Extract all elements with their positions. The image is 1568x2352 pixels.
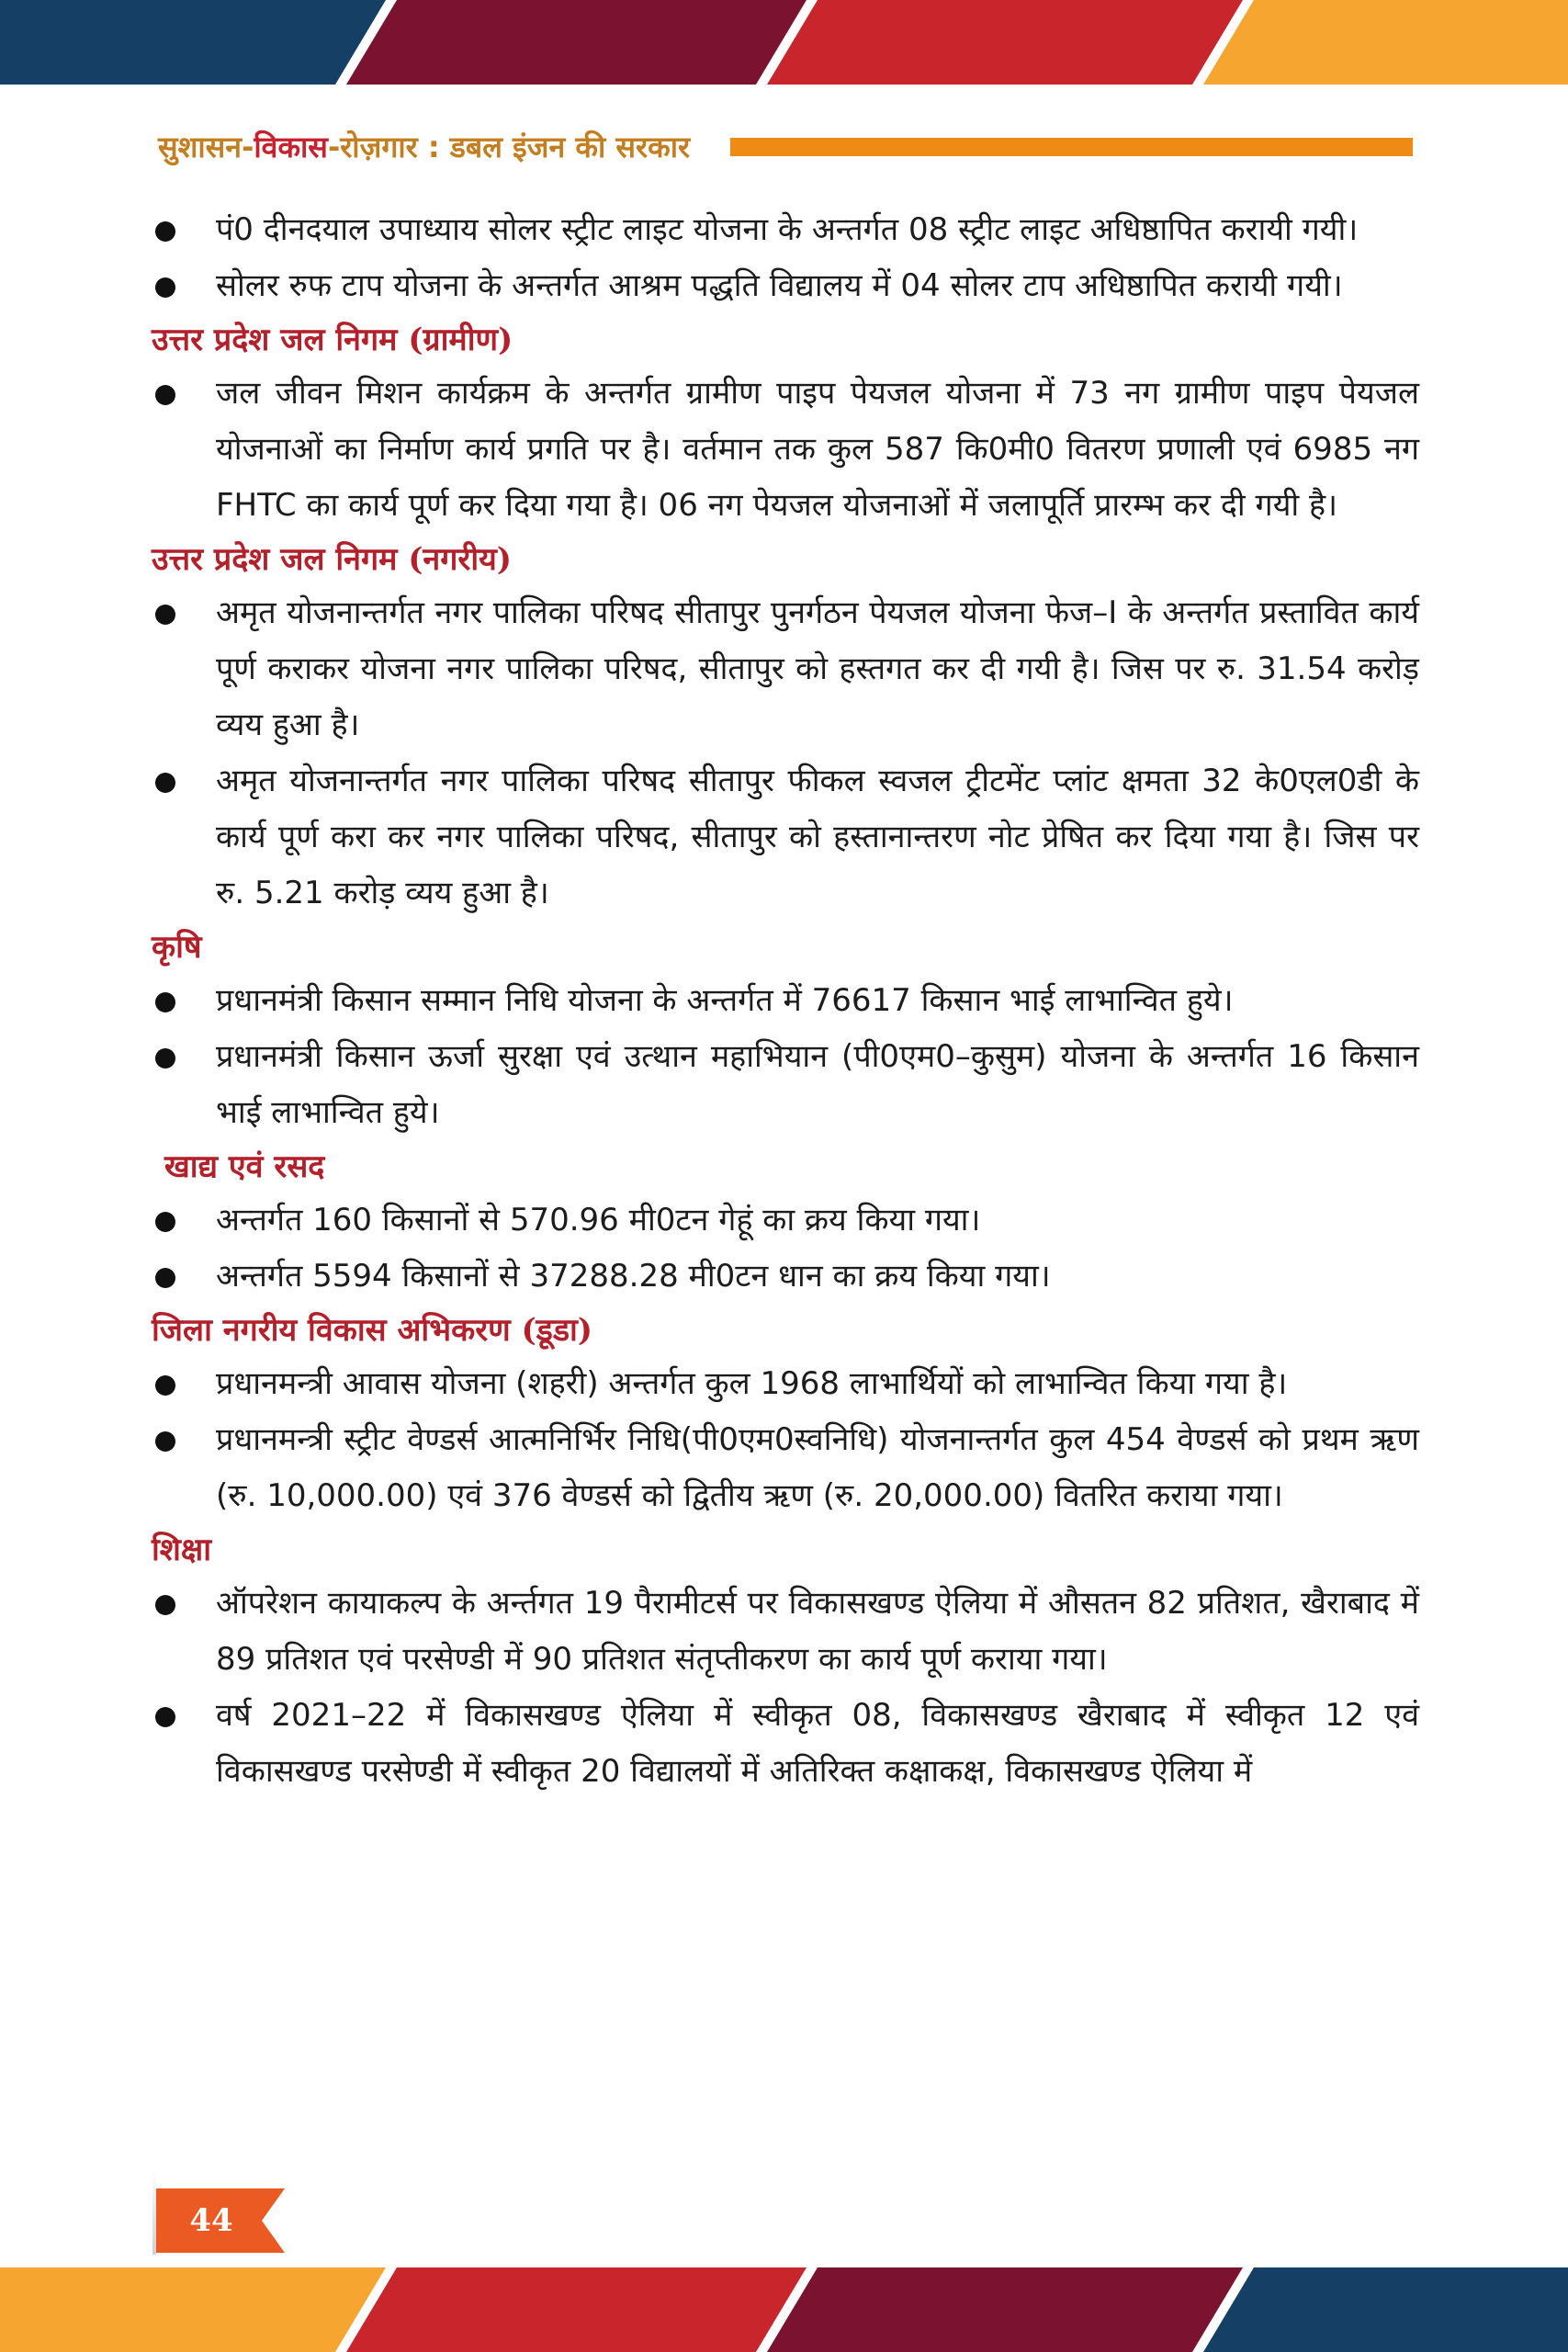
list-item [152, 1356, 1419, 1412]
list-item [152, 585, 1419, 753]
list-item-text: सोलर रुफ टाप योजना के अन्तर्गत आश्रम पद्धति विद्यालय में 04 सोलर टाप अधिष्ठापित करायी गयी। [216, 267, 1343, 304]
list-item-text: अन्तर्गत 160 किसानों से 570.96 मी0टन गेहूं का क्रय किया गया। [216, 1202, 981, 1238]
band-orange [1203, 0, 1568, 85]
page-number-badge [156, 2188, 285, 2253]
page-number: 44 [189, 2202, 233, 2239]
band-red [767, 0, 1243, 85]
bullet-icon [155, 773, 175, 793]
list-item-text: जल जीवन मिशन कार्यक्रम के अन्तर्गत ग्रामीण पाइप पेयजल योजना में 73 नग ग्रामीण पाइप पेयजल योजनाओं का निर्माण कार्य प्रगति पर है। वर्तमान तक कुल 587 कि0मी0 वितरण प्रणाली एवं 6985 नग FHTC का कार्य पूर्ण कर दिया गया है। 06 नग पेयजल योजनाओं में जलापूर्ति प्रारम्भ कर दी गयी है। [216, 375, 1419, 524]
section-heading: उत्तर प्रदेश जल निगम (ग्रामीण) [152, 322, 513, 358]
list-item [152, 258, 1419, 314]
bullet-icon [155, 605, 175, 625]
header-rule [730, 138, 1413, 156]
section-shiksha [152, 1524, 1419, 1800]
bullet-icon [155, 1595, 175, 1615]
list-item-text: प्रधानमन्त्री स्ट्रीट वेण्डर्स आत्मनिर्भिर निधि(पी0एम0स्वनिधि) योजनान्तर्गत कुल 454 वेण्डर्स को प्रथम ऋण (रु. 10,000.00) एवं 376 वेण्डर्स को द्वितीय ऋण (रु. 20,000.00) वितरित कराया गया। [216, 1421, 1419, 1514]
bullet-icon [155, 277, 175, 298]
bullet-icon [155, 1375, 175, 1396]
bullet-icon [155, 385, 175, 405]
band-navy [0, 0, 386, 85]
section-jal-nigam-gramin [152, 314, 1419, 534]
list-item [152, 1576, 1419, 1688]
list-item [152, 973, 1419, 1029]
list-item-text: वर्ष 2021–22 में विकासखण्ड ऐलिया में स्वीकृत 08, विकासखण्ड खैराबाद में स्वीकृत 12 एवं विकासखण्ड परसेण्डी में स्वीकृत 20 विद्यालयों में अतिरिक्त कक्षाकक्ष, विकासखण्ड ऐलिया में [216, 1697, 1419, 1790]
bullet-icon [155, 1268, 175, 1288]
list-item-text: प्रधानमन्त्री आवास योजना (शहरी) अन्तर्गत कुल 1968 लाभार्थियों को लाभान्वित किया गया है। [216, 1365, 1288, 1402]
band-red [346, 2267, 807, 2352]
bullet-icon [155, 1707, 175, 1727]
list-item-text: अन्तर्गत 5594 किसानों से 37288.28 मी0टन धान का क्रय किया गया। [216, 1258, 1051, 1295]
section-jal-nigam-nagariya [152, 534, 1419, 922]
band-orange [0, 2267, 386, 2352]
list-item-text: प्रधानमंत्री किसान सम्मान निधि योजना के अन्तर्गत में 76617 किसान भाई लाभान्वित हुये। [216, 982, 1234, 1019]
list-item-text: अमृत योजनान्तर्गत नगर पालिका परिषद सीतापुर पुनर्गठन पेयजल योजना फेज–I के अन्तर्गत प्रस्तावित कार्य पूर्ण कराकर योजना नगर पालिका परिषद, सीतापुर को हस्तगत कर दी गयी है। जिस पर रु. 31.54 करोड़ व्यय हुआ है। [216, 594, 1419, 743]
list-item [152, 1249, 1419, 1305]
section-heading: उत्तर प्रदेश जल निगम (नगरीय) [152, 541, 512, 578]
list-item [152, 1029, 1419, 1141]
list-item [152, 1193, 1419, 1249]
list-item-text: प्रधानमंत्री किसान ऊर्जा सुरक्षा एवं उत्थान महाभियान (पी0एम0–कुसुम) योजना के अन्तर्गत 16 किसान भाई लाभान्वित हुये। [216, 1038, 1419, 1131]
list-item [152, 202, 1419, 258]
header-title-part-2: विकास [254, 130, 328, 164]
list-item [152, 1688, 1419, 1800]
section-heading: कृषि [152, 929, 202, 966]
bullet-icon [155, 221, 175, 242]
list-item-text: अमृत योजनान्तर्गत नगर पालिका परिषद सीतापुर फीकल स्वजल ट्रीटमेंट प्लांट क्षमता 32 के0एल0डी के कार्य पूर्ण करा कर नगर पालिका परिषद, सीतापुर को हस्तानान्तरण नोट प्रेषित कर दिया गया है। जिस पर रु. 5.21 करोड़ व्यय हुआ है। [216, 763, 1419, 911]
page-content [152, 202, 1419, 1800]
section-dooda [152, 1305, 1419, 1524]
section-solar [152, 202, 1419, 314]
band-maroon [767, 2267, 1243, 2352]
bottom-color-band [0, 2267, 1568, 2352]
list-item [152, 366, 1419, 534]
section-khadya-rasad [152, 1141, 1419, 1305]
top-color-band [0, 0, 1568, 85]
list-item [152, 753, 1419, 922]
section-heading: खाद्य एवं रसद [164, 1148, 325, 1185]
bullet-icon [155, 1048, 175, 1069]
bullet-icon [155, 992, 175, 1012]
running-header-title [158, 121, 690, 173]
bullet-icon [155, 1212, 175, 1232]
list-item [152, 1412, 1419, 1524]
bullet-icon [155, 1431, 175, 1452]
list-item-text: पं0 दीनदयाल उपाध्याय सोलर स्ट्रीट लाइट योजना के अन्तर्गत 08 स्ट्रीट लाइट अधिष्ठापित करायी गयी। [216, 211, 1359, 248]
header-title-part-1: सुशासन- [158, 130, 254, 164]
section-heading: शिक्षा [152, 1532, 212, 1568]
band-maroon [346, 0, 807, 85]
section-heading: जिला नगरीय विकास अभिकरण (डूडा) [152, 1312, 592, 1349]
header-title-part-3: -रोज़गार : डबल इंजन की सरकार [327, 130, 691, 164]
section-krishi [152, 922, 1419, 1141]
band-navy [1203, 2267, 1568, 2352]
list-item-text: ऑपरेशन कायाकल्प के अर्न्तगत 19 पैरामीटर्स पर विकासखण्ड ऐलिया में औसतन 82 प्रतिशत, खैराबाद में 89 प्रतिशत एवं परसेण्डी में 90 प्रतिशत संतृप्तीकरण का कार्य पूर्ण कराया गया। [216, 1585, 1419, 1678]
